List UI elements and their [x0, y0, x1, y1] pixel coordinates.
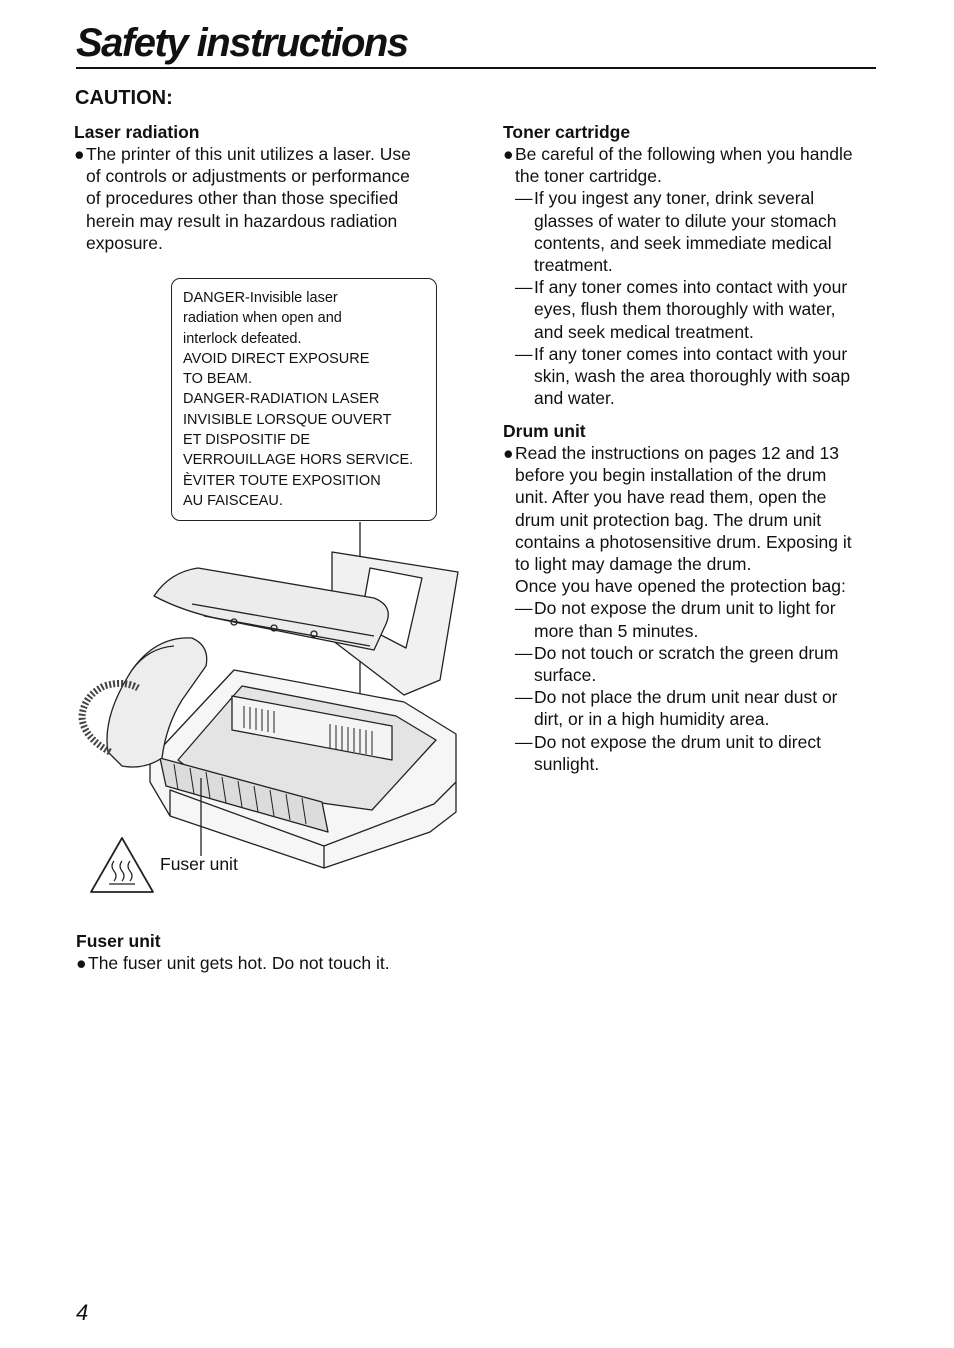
drum-line: unit. After you have read them, open the	[515, 487, 827, 508]
drum-once-line: Once you have opened the protection bag:	[515, 576, 846, 597]
drum-dash-item	[503, 642, 883, 686]
drum-unit-section	[503, 420, 883, 775]
dash-icon: —	[515, 642, 533, 663]
drum-line: Do not place the drum unit near dust or	[534, 687, 838, 708]
fuser-unit-section	[76, 930, 456, 974]
drum-line: before you begin installation of the drum	[515, 465, 827, 486]
toner-line: treatment.	[534, 255, 613, 276]
toner-line: skin, wash the area thoroughly with soap	[534, 366, 851, 387]
dash-icon: —	[515, 277, 533, 298]
label-line: DANGER-Invisible laser	[183, 290, 338, 306]
toner-line: If any toner comes into contact with your	[534, 277, 848, 298]
toner-cartridge-section	[503, 121, 883, 409]
toner-line: contents, and seek immediate medical	[534, 232, 832, 253]
toner-dash-item	[503, 343, 883, 410]
label-line: radiation when open and	[183, 310, 342, 327]
dash-icon: —	[515, 598, 533, 619]
page-number: 4	[76, 1300, 89, 1325]
dash-icon: —	[515, 731, 533, 752]
drum-line: Do not touch or scratch the green drum	[534, 642, 839, 663]
label-line: INVISIBLE LORSQUE OUVERT	[183, 411, 392, 428]
hot-surface-warning-icon	[88, 835, 156, 895]
toner-line: eyes, flush them thoroughly with water,	[534, 299, 836, 320]
toner-line: and water.	[534, 388, 615, 409]
label-line: VERROUILLAGE HORS SERVICE.	[183, 452, 414, 469]
drum-dash-item	[503, 597, 883, 641]
label-line: ÈVITER TOUTE EXPOSITION	[183, 472, 381, 489]
drum-line: surface.	[534, 665, 597, 686]
bullet-icon: ●	[74, 144, 85, 164]
drum-unit-heading: Drum unit	[503, 421, 586, 441]
drum-line: Read the instructions on pages 12 and 13	[515, 443, 839, 463]
page-title: Safety instructions	[76, 21, 408, 65]
toner-cartridge-heading: Toner cartridge	[503, 122, 631, 142]
dash-icon: —	[515, 687, 533, 708]
laser-line: The printer of this unit utilizes a laser. Use	[86, 144, 411, 164]
toner-line: glasses of water to dilute your stomach	[534, 210, 837, 231]
fuser-unit-caption: Fuser unit	[160, 854, 238, 874]
caution-heading: CAUTION:	[75, 87, 173, 109]
fuser-unit-heading: Fuser unit	[76, 931, 161, 951]
toner-line: Be careful of the following when you handle	[515, 144, 853, 164]
drum-line: dirt, or in a high humidity area.	[534, 709, 770, 730]
dash-icon: —	[515, 188, 533, 209]
laser-line: herein may result in hazardous radiation	[86, 210, 398, 231]
drum-dash-item	[503, 686, 883, 730]
bullet-icon: ●	[503, 144, 514, 164]
drum-line: to light may damage the drum.	[515, 554, 752, 575]
fuser-line: The fuser unit gets hot. Do not touch it.	[88, 953, 390, 973]
label-line: ET DISPOSITIF DE	[183, 432, 311, 449]
drum-line: sunlight.	[534, 753, 600, 774]
drum-line: more than 5 minutes.	[534, 620, 699, 641]
laser-line: exposure.	[86, 232, 163, 253]
label-line: AVOID DIRECT EXPOSURE	[183, 350, 370, 367]
laser-bullet	[74, 143, 444, 254]
drum-bullet	[503, 442, 883, 575]
label-line: AU FAISCEAU.	[183, 492, 283, 509]
laser-radiation-heading: Laser radiation	[74, 122, 200, 142]
drum-line: contains a photosensitive drum. Exposing it	[515, 531, 852, 552]
bullet-icon: ●	[503, 443, 514, 463]
laser-radiation-section	[74, 121, 444, 254]
dash-icon: —	[515, 343, 533, 364]
drum-dash-item	[503, 731, 883, 775]
laser-line: of procedures other than those specified	[86, 188, 399, 209]
toner-line: and seek medical treatment.	[534, 321, 754, 342]
toner-line: the toner cartridge.	[515, 166, 662, 187]
drum-line: Do not expose the drum unit to direct	[534, 731, 821, 752]
bullet-icon: ●	[76, 953, 87, 973]
laser-line: of controls or adjustments or performance	[86, 166, 410, 187]
label-line: interlock defeated.	[183, 330, 302, 347]
toner-line: If you ingest any toner, drink several	[534, 188, 815, 209]
toner-bullet	[503, 143, 883, 187]
label-line: DANGER-RADIATION LASER	[183, 391, 380, 408]
drum-line: drum unit protection bag. The drum unit	[515, 509, 822, 530]
title-rule	[76, 67, 876, 69]
toner-dash-item	[503, 187, 883, 276]
drum-line: Do not expose the drum unit to light for	[534, 598, 836, 619]
toner-line: If any toner comes into contact with your	[534, 343, 848, 364]
danger-label-box	[171, 278, 437, 521]
label-line: TO BEAM.	[183, 371, 253, 388]
toner-dash-item	[503, 276, 883, 343]
fuser-bullet	[76, 952, 456, 974]
